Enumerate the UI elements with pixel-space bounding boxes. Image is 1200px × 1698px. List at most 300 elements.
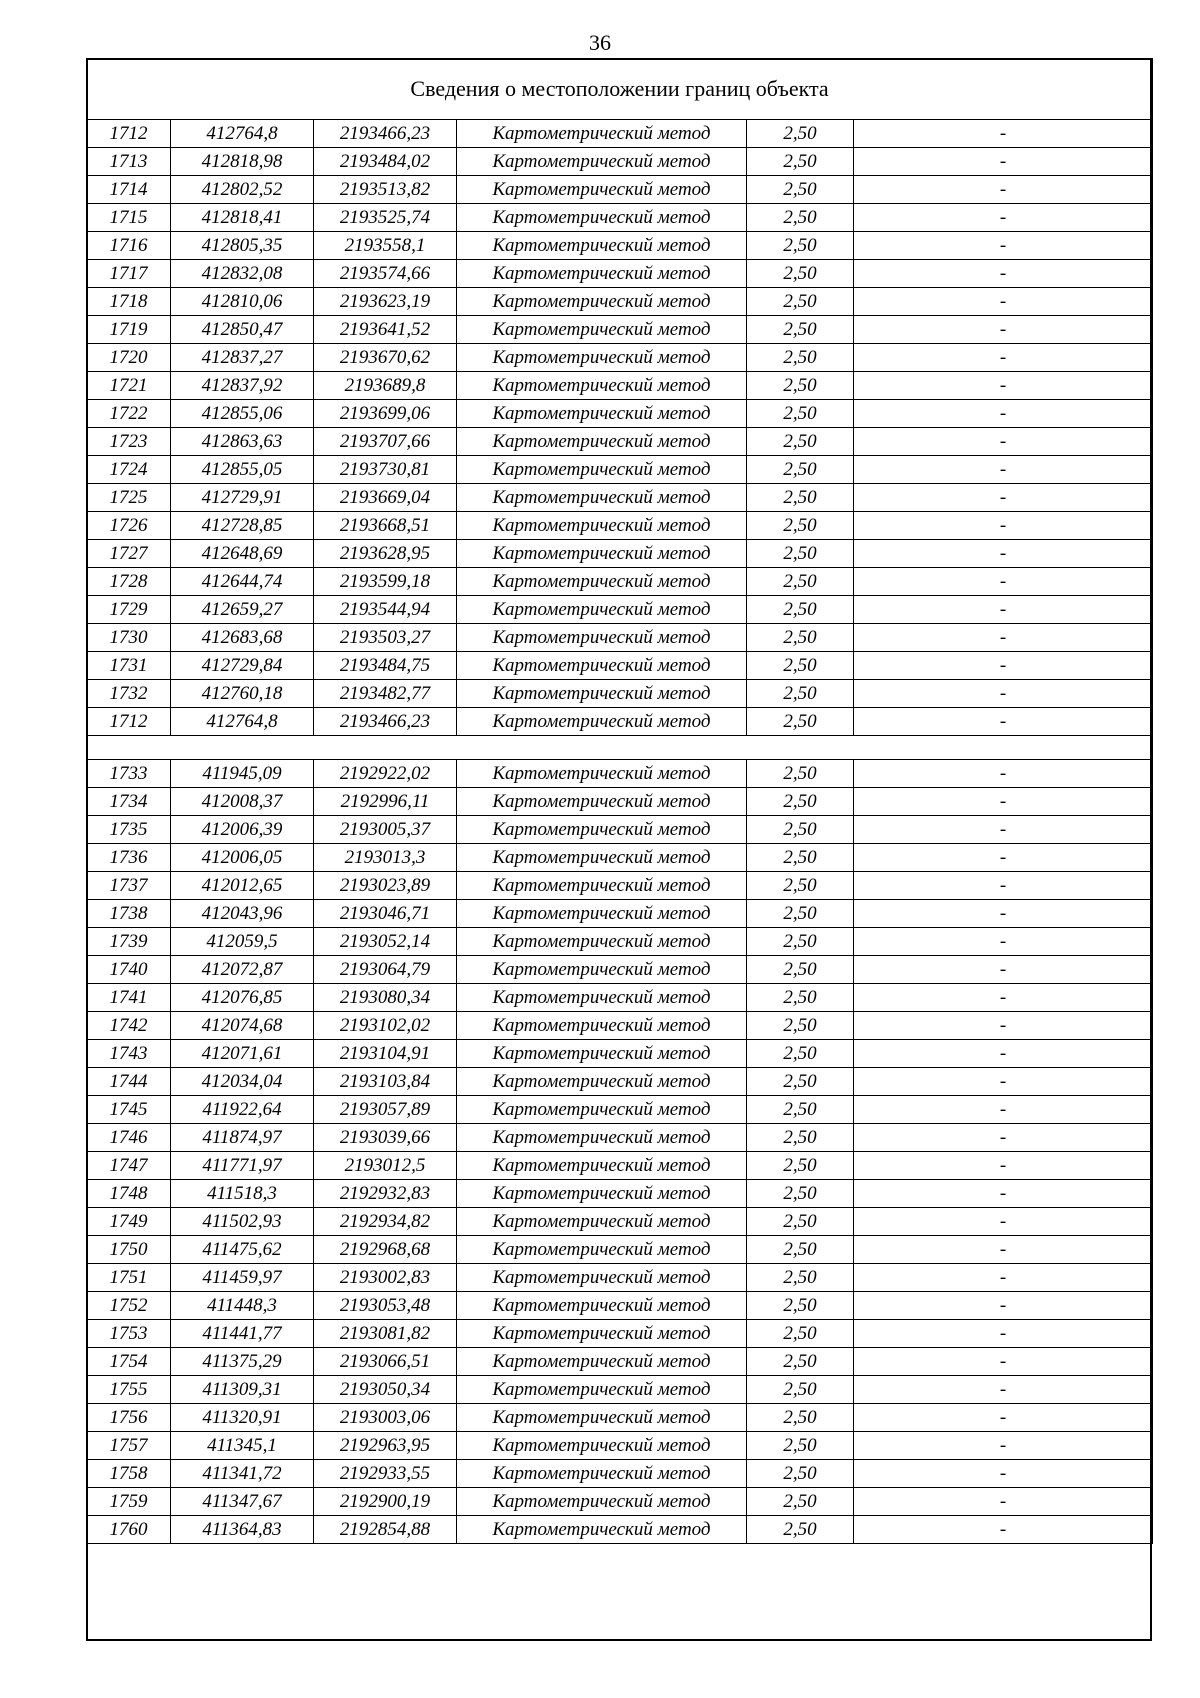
accuracy-cell: 2,50 (747, 204, 854, 232)
method-cell: Картометрический метод (457, 1264, 747, 1292)
y-coordinate-cell: 2193503,27 (314, 624, 457, 652)
method-cell: Картометрический метод (457, 680, 747, 708)
y-coordinate-cell: 2193080,34 (314, 984, 457, 1012)
point-number-cell: 1759 (87, 1488, 171, 1516)
y-coordinate-cell: 2193623,19 (314, 288, 457, 316)
table-title: Сведения о местоположении границ объекта (87, 59, 1153, 120)
point-number-cell: 1757 (87, 1432, 171, 1460)
table-row (87, 316, 1153, 344)
method-cell: Картометрический метод (457, 456, 747, 484)
description-cell: - (854, 260, 1153, 288)
accuracy-cell: 2,50 (747, 1180, 854, 1208)
description-cell: - (854, 624, 1153, 652)
y-coordinate-cell: 2193669,04 (314, 484, 457, 512)
table-row (87, 344, 1153, 372)
table-row (87, 1040, 1153, 1068)
y-coordinate-cell: 2192996,11 (314, 788, 457, 816)
point-number-cell: 1712 (87, 708, 171, 736)
y-coordinate-cell: 2192968,68 (314, 1236, 457, 1264)
x-coordinate-cell: 412805,35 (171, 232, 314, 260)
description-cell: - (854, 456, 1153, 484)
accuracy-cell: 2,50 (747, 288, 854, 316)
point-number-cell: 1714 (87, 176, 171, 204)
x-coordinate-cell: 412648,69 (171, 540, 314, 568)
y-coordinate-cell: 2193699,06 (314, 400, 457, 428)
table-row (87, 1236, 1153, 1264)
description-cell: - (854, 232, 1153, 260)
group-separator-row (87, 736, 1153, 760)
description-cell: - (854, 872, 1153, 900)
point-number-cell: 1748 (87, 1180, 171, 1208)
method-cell: Картометрический метод (457, 1432, 747, 1460)
accuracy-cell: 2,50 (747, 1012, 854, 1040)
description-cell: - (854, 1152, 1153, 1180)
accuracy-cell: 2,50 (747, 1264, 854, 1292)
x-coordinate-cell: 412059,5 (171, 928, 314, 956)
point-number-cell: 1729 (87, 596, 171, 624)
accuracy-cell: 2,50 (747, 708, 854, 736)
method-cell: Картометрический метод (457, 232, 747, 260)
x-coordinate-cell: 412764,8 (171, 120, 314, 148)
method-cell: Картометрический метод (457, 984, 747, 1012)
description-cell: - (854, 596, 1153, 624)
point-number-cell: 1718 (87, 288, 171, 316)
method-cell: Картометрический метод (457, 1404, 747, 1432)
description-cell: - (854, 1040, 1153, 1068)
description-cell: - (854, 1124, 1153, 1152)
table-row (87, 176, 1153, 204)
y-coordinate-cell: 2193023,89 (314, 872, 457, 900)
method-cell: Картометрический метод (457, 1152, 747, 1180)
x-coordinate-cell: 411771,97 (171, 1152, 314, 1180)
accuracy-cell: 2,50 (747, 900, 854, 928)
point-number-cell: 1742 (87, 1012, 171, 1040)
x-coordinate-cell: 412012,65 (171, 872, 314, 900)
method-cell: Картометрический метод (457, 372, 747, 400)
point-number-cell: 1753 (87, 1320, 171, 1348)
point-number-cell: 1758 (87, 1460, 171, 1488)
table-row (87, 872, 1153, 900)
description-cell: - (854, 844, 1153, 872)
table-row (87, 652, 1153, 680)
x-coordinate-cell: 412076,85 (171, 984, 314, 1012)
x-coordinate-cell: 412644,74 (171, 568, 314, 596)
description-cell: - (854, 540, 1153, 568)
table-row (87, 400, 1153, 428)
method-cell: Картометрический метод (457, 708, 747, 736)
method-cell: Картометрический метод (457, 344, 747, 372)
x-coordinate-cell: 412072,87 (171, 956, 314, 984)
method-cell: Картометрический метод (457, 540, 747, 568)
x-coordinate-cell: 412071,61 (171, 1040, 314, 1068)
accuracy-cell: 2,50 (747, 1068, 854, 1096)
table-row (87, 456, 1153, 484)
method-cell: Картометрический метод (457, 316, 747, 344)
accuracy-cell: 2,50 (747, 316, 854, 344)
point-number-cell: 1736 (87, 844, 171, 872)
y-coordinate-cell: 2193039,66 (314, 1124, 457, 1152)
x-coordinate-cell: 412074,68 (171, 1012, 314, 1040)
description-cell: - (854, 1348, 1153, 1376)
description-cell: - (854, 1460, 1153, 1488)
method-cell: Картометрический метод (457, 260, 747, 288)
y-coordinate-cell: 2193081,82 (314, 1320, 457, 1348)
point-number-cell: 1726 (87, 512, 171, 540)
point-number-cell: 1716 (87, 232, 171, 260)
table-row (87, 788, 1153, 816)
table-row (87, 288, 1153, 316)
y-coordinate-cell: 2193057,89 (314, 1096, 457, 1124)
table-row (87, 816, 1153, 844)
description-cell: - (854, 484, 1153, 512)
method-cell: Картометрический метод (457, 1460, 747, 1488)
x-coordinate-cell: 412863,63 (171, 428, 314, 456)
description-cell: - (854, 984, 1153, 1012)
accuracy-cell: 2,50 (747, 1320, 854, 1348)
x-coordinate-cell: 411347,67 (171, 1488, 314, 1516)
accuracy-cell: 2,50 (747, 1096, 854, 1124)
method-cell: Картометрический метод (457, 428, 747, 456)
table-row (87, 1488, 1153, 1516)
method-cell: Картометрический метод (457, 652, 747, 680)
method-cell: Картометрический метод (457, 400, 747, 428)
accuracy-cell: 2,50 (747, 512, 854, 540)
point-number-cell: 1735 (87, 816, 171, 844)
accuracy-cell: 2,50 (747, 844, 854, 872)
x-coordinate-cell: 412850,47 (171, 316, 314, 344)
accuracy-cell: 2,50 (747, 428, 854, 456)
x-coordinate-cell: 411309,31 (171, 1376, 314, 1404)
point-number-cell: 1722 (87, 400, 171, 428)
table-row (87, 1376, 1153, 1404)
accuracy-cell: 2,50 (747, 1208, 854, 1236)
method-cell: Картометрический метод (457, 1348, 747, 1376)
accuracy-cell: 2,50 (747, 624, 854, 652)
method-cell: Картометрический метод (457, 1516, 747, 1544)
x-coordinate-cell: 412760,18 (171, 680, 314, 708)
x-coordinate-cell: 411375,29 (171, 1348, 314, 1376)
x-coordinate-cell: 412764,8 (171, 708, 314, 736)
x-coordinate-cell: 412006,05 (171, 844, 314, 872)
point-number-cell: 1728 (87, 568, 171, 596)
x-coordinate-cell: 411448,3 (171, 1292, 314, 1320)
description-cell: - (854, 680, 1153, 708)
accuracy-cell: 2,50 (747, 120, 854, 148)
point-number-cell: 1724 (87, 456, 171, 484)
point-number-cell: 1751 (87, 1264, 171, 1292)
table-row (87, 1152, 1153, 1180)
point-number-cell: 1713 (87, 148, 171, 176)
point-number-cell: 1739 (87, 928, 171, 956)
description-cell: - (854, 1292, 1153, 1320)
table-row (87, 1208, 1153, 1236)
x-coordinate-cell: 412729,91 (171, 484, 314, 512)
y-coordinate-cell: 2193628,95 (314, 540, 457, 568)
description-cell: - (854, 1432, 1153, 1460)
y-coordinate-cell: 2193046,71 (314, 900, 457, 928)
point-number-cell: 1741 (87, 984, 171, 1012)
y-coordinate-cell: 2193482,77 (314, 680, 457, 708)
point-number-cell: 1745 (87, 1096, 171, 1124)
x-coordinate-cell: 412034,04 (171, 1068, 314, 1096)
y-coordinate-cell: 2192932,83 (314, 1180, 457, 1208)
y-coordinate-cell: 2193670,62 (314, 344, 457, 372)
method-cell: Картометрический метод (457, 1236, 747, 1264)
accuracy-cell: 2,50 (747, 760, 854, 788)
y-coordinate-cell: 2193103,84 (314, 1068, 457, 1096)
point-number-cell: 1732 (87, 680, 171, 708)
x-coordinate-cell: 412810,06 (171, 288, 314, 316)
x-coordinate-cell: 412659,27 (171, 596, 314, 624)
method-cell: Картометрический метод (457, 844, 747, 872)
table-body (87, 59, 1153, 1544)
table-row (87, 512, 1153, 540)
table-row (87, 260, 1153, 288)
x-coordinate-cell: 412043,96 (171, 900, 314, 928)
method-cell: Картометрический метод (457, 1012, 747, 1040)
accuracy-cell: 2,50 (747, 872, 854, 900)
accuracy-cell: 2,50 (747, 1348, 854, 1376)
table-row (87, 148, 1153, 176)
y-coordinate-cell: 2193005,37 (314, 816, 457, 844)
method-cell: Картометрический метод (457, 512, 747, 540)
accuracy-cell: 2,50 (747, 928, 854, 956)
method-cell: Картометрический метод (457, 956, 747, 984)
description-cell: - (854, 1180, 1153, 1208)
description-cell: - (854, 120, 1153, 148)
description-cell: - (854, 928, 1153, 956)
method-cell: Картометрический метод (457, 928, 747, 956)
accuracy-cell: 2,50 (747, 1460, 854, 1488)
point-number-cell: 1760 (87, 1516, 171, 1544)
y-coordinate-cell: 2193012,5 (314, 1152, 457, 1180)
description-cell: - (854, 816, 1153, 844)
description-cell: - (854, 148, 1153, 176)
y-coordinate-cell: 2193050,34 (314, 1376, 457, 1404)
method-cell: Картометрический метод (457, 1124, 747, 1152)
method-cell: Картометрический метод (457, 1376, 747, 1404)
point-number-cell: 1725 (87, 484, 171, 512)
point-number-cell: 1740 (87, 956, 171, 984)
x-coordinate-cell: 412837,92 (171, 372, 314, 400)
description-cell: - (854, 652, 1153, 680)
table-row (87, 120, 1153, 148)
description-cell: - (854, 956, 1153, 984)
accuracy-cell: 2,50 (747, 372, 854, 400)
table-row (87, 680, 1153, 708)
y-coordinate-cell: 2193013,3 (314, 844, 457, 872)
point-number-cell: 1720 (87, 344, 171, 372)
x-coordinate-cell: 411502,93 (171, 1208, 314, 1236)
accuracy-cell: 2,50 (747, 260, 854, 288)
table-row (87, 540, 1153, 568)
description-cell: - (854, 1096, 1153, 1124)
x-coordinate-cell: 412683,68 (171, 624, 314, 652)
y-coordinate-cell: 2193513,82 (314, 176, 457, 204)
x-coordinate-cell: 411475,62 (171, 1236, 314, 1264)
x-coordinate-cell: 412008,37 (171, 788, 314, 816)
table-row (87, 844, 1153, 872)
table-row (87, 568, 1153, 596)
description-cell: - (854, 1264, 1153, 1292)
y-coordinate-cell: 2193668,51 (314, 512, 457, 540)
table-row (87, 928, 1153, 956)
method-cell: Картометрический метод (457, 596, 747, 624)
y-coordinate-cell: 2193066,51 (314, 1348, 457, 1376)
accuracy-cell: 2,50 (747, 1124, 854, 1152)
accuracy-cell: 2,50 (747, 1376, 854, 1404)
table-row (87, 760, 1153, 788)
description-cell: - (854, 204, 1153, 232)
table-row (87, 1068, 1153, 1096)
point-number-cell: 1747 (87, 1152, 171, 1180)
table-title-row (87, 59, 1153, 120)
y-coordinate-cell: 2193707,66 (314, 428, 457, 456)
point-number-cell: 1756 (87, 1404, 171, 1432)
table-row (87, 596, 1153, 624)
point-number-cell: 1715 (87, 204, 171, 232)
x-coordinate-cell: 412855,06 (171, 400, 314, 428)
description-cell: - (854, 1404, 1153, 1432)
boundary-coordinates-table (86, 58, 1153, 1544)
x-coordinate-cell: 412729,84 (171, 652, 314, 680)
y-coordinate-cell: 2193599,18 (314, 568, 457, 596)
y-coordinate-cell: 2193052,14 (314, 928, 457, 956)
description-cell: - (854, 176, 1153, 204)
table-row (87, 1096, 1153, 1124)
table-row (87, 1320, 1153, 1348)
point-number-cell: 1734 (87, 788, 171, 816)
point-number-cell: 1717 (87, 260, 171, 288)
point-number-cell: 1727 (87, 540, 171, 568)
accuracy-cell: 2,50 (747, 816, 854, 844)
table-row (87, 1460, 1153, 1488)
table-row (87, 900, 1153, 928)
point-number-cell: 1723 (87, 428, 171, 456)
accuracy-cell: 2,50 (747, 1516, 854, 1544)
x-coordinate-cell: 412837,27 (171, 344, 314, 372)
point-number-cell: 1743 (87, 1040, 171, 1068)
accuracy-cell: 2,50 (747, 596, 854, 624)
table-row (87, 484, 1153, 512)
point-number-cell: 1731 (87, 652, 171, 680)
method-cell: Картометрический метод (457, 1040, 747, 1068)
accuracy-cell: 2,50 (747, 1292, 854, 1320)
y-coordinate-cell: 2193689,8 (314, 372, 457, 400)
method-cell: Картометрический метод (457, 148, 747, 176)
accuracy-cell: 2,50 (747, 1236, 854, 1264)
description-cell: - (854, 372, 1153, 400)
method-cell: Картометрический метод (457, 288, 747, 316)
description-cell: - (854, 288, 1153, 316)
accuracy-cell: 2,50 (747, 680, 854, 708)
description-cell: - (854, 708, 1153, 736)
point-number-cell: 1750 (87, 1236, 171, 1264)
y-coordinate-cell: 2193484,75 (314, 652, 457, 680)
description-cell: - (854, 1068, 1153, 1096)
page-number: 36 (589, 30, 611, 55)
point-number-cell: 1744 (87, 1068, 171, 1096)
x-coordinate-cell: 411922,64 (171, 1096, 314, 1124)
accuracy-cell: 2,50 (747, 540, 854, 568)
y-coordinate-cell: 2193558,1 (314, 232, 457, 260)
x-coordinate-cell: 412802,52 (171, 176, 314, 204)
x-coordinate-cell: 411364,83 (171, 1516, 314, 1544)
table-row (87, 204, 1153, 232)
y-coordinate-cell: 2193064,79 (314, 956, 457, 984)
method-cell: Картометрический метод (457, 900, 747, 928)
point-number-cell: 1749 (87, 1208, 171, 1236)
x-coordinate-cell: 411518,3 (171, 1180, 314, 1208)
description-cell: - (854, 344, 1153, 372)
accuracy-cell: 2,50 (747, 400, 854, 428)
method-cell: Картометрический метод (457, 484, 747, 512)
table-row (87, 984, 1153, 1012)
y-coordinate-cell: 2193574,66 (314, 260, 457, 288)
y-coordinate-cell: 2193003,06 (314, 1404, 457, 1432)
method-cell: Картометрический метод (457, 1320, 747, 1348)
method-cell: Картометрический метод (457, 816, 747, 844)
x-coordinate-cell: 411341,72 (171, 1460, 314, 1488)
accuracy-cell: 2,50 (747, 484, 854, 512)
accuracy-cell: 2,50 (747, 984, 854, 1012)
method-cell: Картометрический метод (457, 1208, 747, 1236)
description-cell: - (854, 568, 1153, 596)
accuracy-cell: 2,50 (747, 956, 854, 984)
description-cell: - (854, 428, 1153, 456)
description-cell: - (854, 512, 1153, 540)
description-cell: - (854, 788, 1153, 816)
y-coordinate-cell: 2193484,02 (314, 148, 457, 176)
description-cell: - (854, 1488, 1153, 1516)
accuracy-cell: 2,50 (747, 1152, 854, 1180)
x-coordinate-cell: 411320,91 (171, 1404, 314, 1432)
table-row (87, 624, 1153, 652)
method-cell: Картометрический метод (457, 568, 747, 596)
y-coordinate-cell: 2193544,94 (314, 596, 457, 624)
y-coordinate-cell: 2193104,91 (314, 1040, 457, 1068)
method-cell: Картометрический метод (457, 1292, 747, 1320)
method-cell: Картометрический метод (457, 1096, 747, 1124)
method-cell: Картометрический метод (457, 176, 747, 204)
table-row (87, 1432, 1153, 1460)
point-number-cell: 1737 (87, 872, 171, 900)
point-number-cell: 1746 (87, 1124, 171, 1152)
y-coordinate-cell: 2192934,82 (314, 1208, 457, 1236)
accuracy-cell: 2,50 (747, 1404, 854, 1432)
y-coordinate-cell: 2192963,95 (314, 1432, 457, 1460)
table-row (87, 1180, 1153, 1208)
description-cell: - (854, 1376, 1153, 1404)
accuracy-cell: 2,50 (747, 456, 854, 484)
x-coordinate-cell: 412728,85 (171, 512, 314, 540)
table-row (87, 1404, 1153, 1432)
y-coordinate-cell: 2193730,81 (314, 456, 457, 484)
table-row (87, 1124, 1153, 1152)
x-coordinate-cell: 411874,97 (171, 1124, 314, 1152)
point-number-cell: 1719 (87, 316, 171, 344)
y-coordinate-cell: 2193466,23 (314, 120, 457, 148)
y-coordinate-cell: 2193053,48 (314, 1292, 457, 1320)
description-cell: - (854, 900, 1153, 928)
method-cell: Картометрический метод (457, 1180, 747, 1208)
description-cell: - (854, 400, 1153, 428)
accuracy-cell: 2,50 (747, 568, 854, 596)
table-row (87, 1012, 1153, 1040)
y-coordinate-cell: 2193002,83 (314, 1264, 457, 1292)
accuracy-cell: 2,50 (747, 1432, 854, 1460)
table-row (87, 428, 1153, 456)
